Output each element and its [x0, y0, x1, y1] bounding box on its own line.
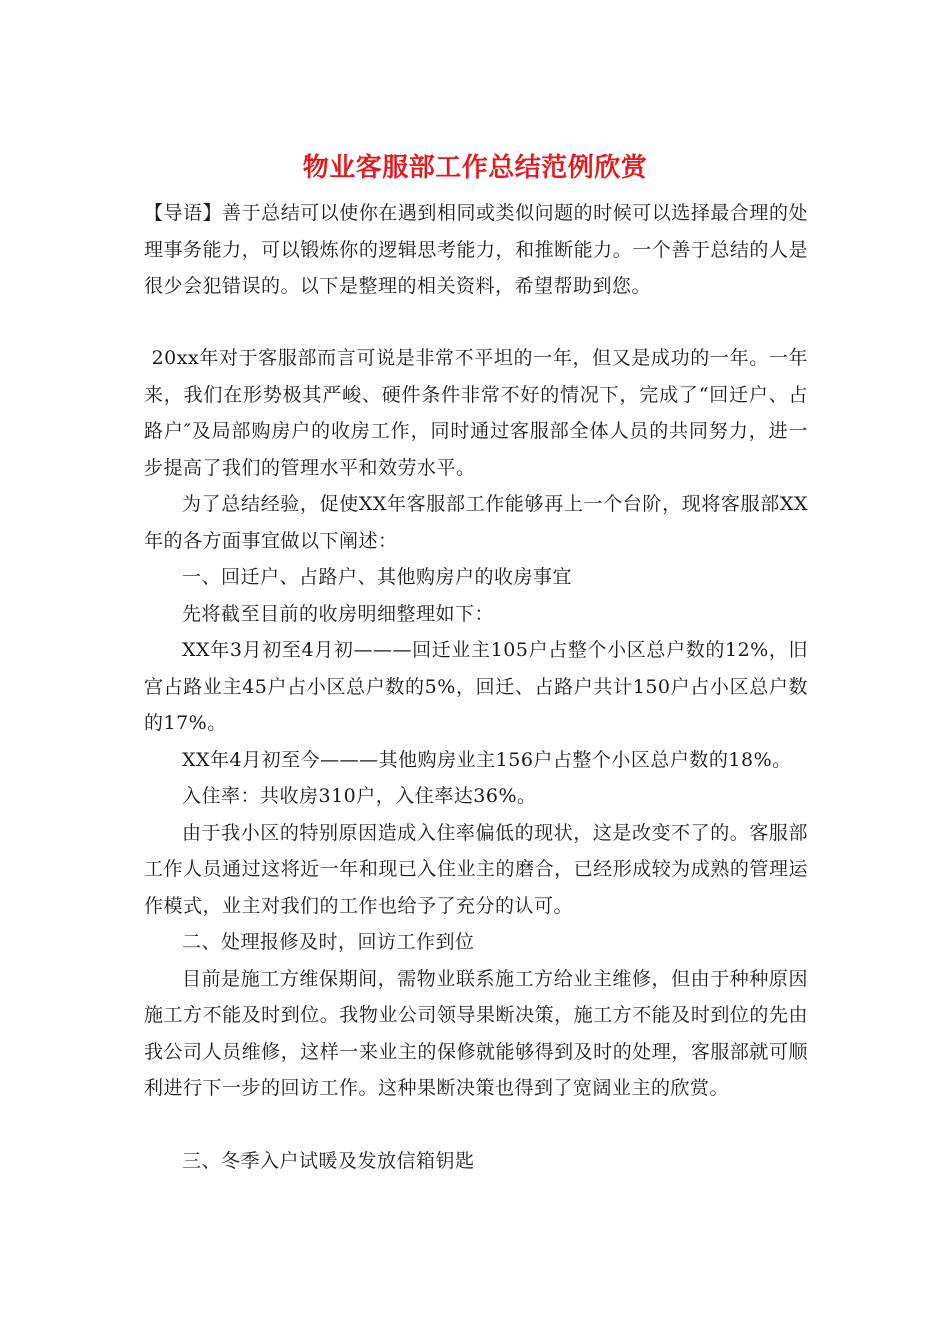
intro-paragraph: 【导语】善于总结可以使你在遇到相同或类似问题的时候可以选择最合理的处理事务能力，可以锻炼你的逻辑思考能力，和推断能力。一个善于总结的人是很少会犯错误的。以下是整理的相关资料，希望帮助到您。 — [144, 202, 808, 297]
paragraph-overview: 20xx年对于客服部而言可说是非常不平坦的一年，但又是成功的一年。一年来，我们在形势极其严峻、硬件条件非常不好的情况下，完成了“回迁户、占路户″及局部购房户的收房工作，同时通过客服部全体人员的共同努力，进一步提高了我们的管理水平和效劳水平。 — [144, 347, 808, 479]
paragraph-stats-2: XX年4月初至今———其他购房业主156户占整个小区总户数的18%。 — [182, 748, 792, 771]
paragraph-purpose: 为了总结经验，促使XX年客服部工作能够再上一个台阶，现将客服部XX年的各方面事宜做以下阐述： — [144, 493, 808, 552]
section-heading-2: 二、处理报修及时，回访工作到位 — [182, 931, 475, 953]
paragraph-stats-1: XX年3月初至4月初———回迁业主105户占整个小区总户数的12%，旧宫占路业主45户占小区总户数的5%，回迁、占路户共计150户占小区总户数的17%。 — [144, 639, 808, 734]
paragraph-repairs: 目前是施工方维保期间，需物业联系施工方给业主维修，但由于种种原因施工方不能及时到位。我物业公司领导果断决策，施工方不能及时到位的先由我公司人员维修，这样一来业主的保修就能够得到及时的处理，客服部就可顺利进行下一步的回访工作。这种果断决策也得到了宽阔业主的欣赏。 — [144, 967, 808, 1099]
main-body — [144, 340, 808, 1180]
section-heading-3: 三、冬季入户试暖及发放信箱钥匙 — [182, 1150, 475, 1172]
spacer — [144, 1107, 808, 1144]
intro-block — [144, 195, 808, 305]
paragraph-summary-intro: 先将截至目前的收房明细整理如下： — [182, 602, 495, 625]
section-heading-1: 一、回迁户、占路户、其他购房户的收房事宜 — [182, 566, 573, 588]
paragraph-occupancy: 入住率：共收房310户，入住率达36%。 — [182, 785, 537, 807]
paragraph-status: 由于我小区的特别原因造成入住率偏低的现状，这是改变不了的。客服部工作人员通过这将近一年和现已入住业主的磨合，已经形成较为成熟的管理运作模式，业主对我们的工作也给予了充分的认可。 — [144, 821, 808, 917]
document-title: 物业客服部工作总结范例欣赏 — [302, 153, 648, 183]
